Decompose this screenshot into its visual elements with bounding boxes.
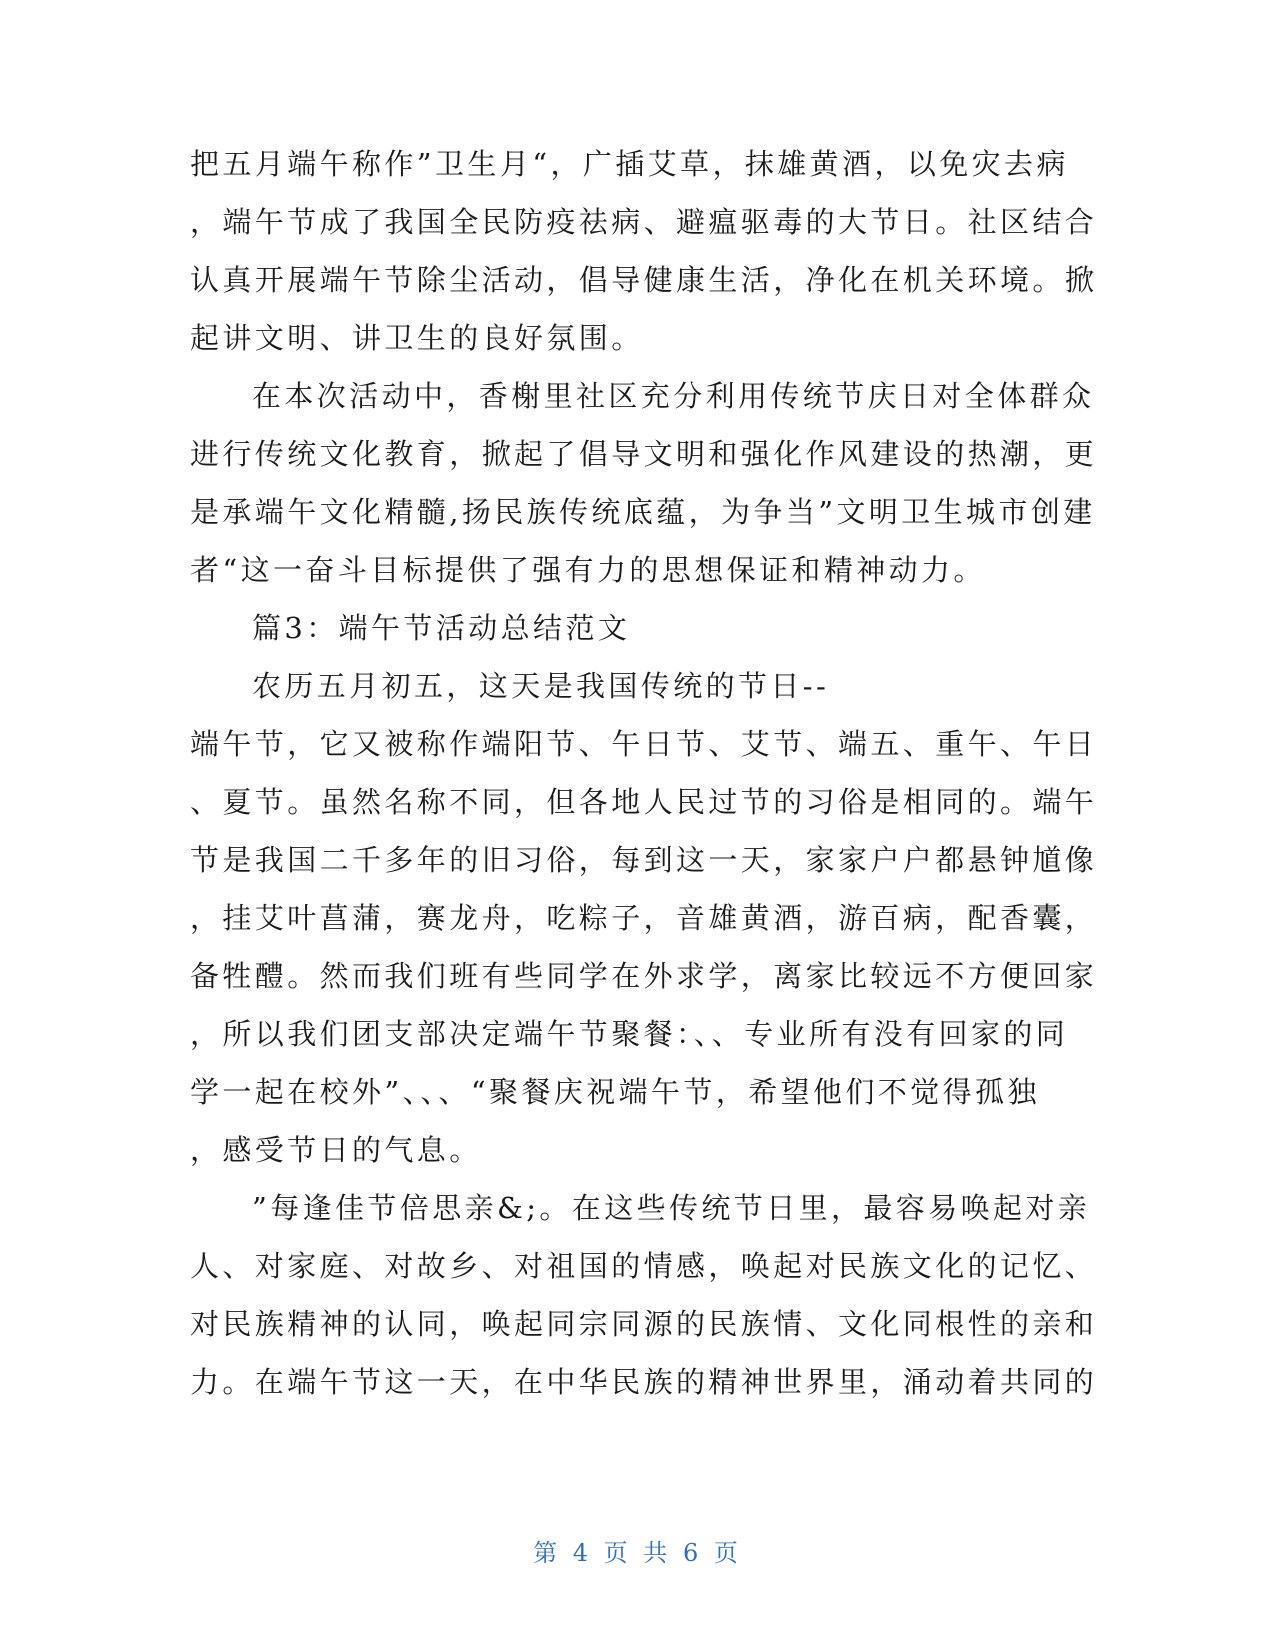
paragraph-start-line: 农历五月初五，这天是我国传统的节日--: [252, 669, 830, 703]
body-text-line: 对民族精神的认同，唤起同宗同源的民族情、文化同根性的亲和: [190, 1307, 1098, 1341]
body-text-line: 者“这一奋斗目标提供了强有力的思想保证和精神动力。: [190, 553, 986, 587]
section-heading: 篇3：端午节活动总结范文: [252, 611, 631, 645]
body-text-line: 节是我国二千多年的旧习俗，每到这一天，家家户户都悬钟馗像: [190, 843, 1098, 877]
body-text-line: 端午节，它又被称作端阳节、午日节、艾节、端五、重午、午日: [190, 727, 1098, 761]
paragraph-start-line: 在本次活动中，香榭里社区充分利用传统节庆日对全体群众: [252, 379, 1095, 413]
body-text-line: 把五月端午称作”卫生月“，广插艾草，抹雄黄酒，以免灾去病: [190, 147, 1069, 181]
body-text-line: ，挂艾叶菖蒲，赛龙舟，吃粽子，音雄黄酒，游百病，配香囊，: [190, 901, 1098, 935]
body-text-line: 人、对家庭、对故乡、对祖国的情感，唤起对民族文化的记忆、: [190, 1249, 1098, 1283]
body-text-line: ，端午节成了我国全民防疫祛病、避瘟驱毒的大节日。社区结合: [190, 205, 1098, 239]
body-text-line: 起讲文明、讲卫生的良好氛围。: [190, 321, 644, 355]
body-text-line: 认真开展端午节除尘活动，倡导健康生活，净化在机关环境。掀: [190, 263, 1098, 297]
body-text-line: 是承端午文化精髓,扬民族传统底蕴，为争当”文明卫生城市创建: [190, 495, 1096, 529]
page-number-footer: 第 4 页 共 6 页: [533, 1539, 742, 1567]
body-text-line: ，感受节日的气息。: [190, 1133, 482, 1167]
paragraph-start-line: ”每逢佳节倍思亲&;。在这些传统节日里，最容易唤起对亲: [252, 1191, 1091, 1225]
body-text-line: 力。在端午节这一天，在中华民族的精神世界里，涌动着共同的: [190, 1365, 1098, 1399]
body-text-line: 进行传统文化教育，掀起了倡导文明和强化作风建设的热潮，更: [190, 437, 1098, 471]
body-text-line: 学一起在校外”、、、“聚餐庆祝端午节，希望他们不觉得孤独: [190, 1075, 1040, 1109]
body-text-line: 备牲醴。然而我们班有些同学在外求学，离家比较远不方便回家: [190, 959, 1098, 993]
body-text-line: ，所以我们团支部决定端午节聚餐：、、专业所有没有回家的同: [190, 1017, 1069, 1051]
body-text-line: 、夏节。虽然名称不同，但各地人民过节的习俗是相同的。端午: [190, 785, 1098, 819]
